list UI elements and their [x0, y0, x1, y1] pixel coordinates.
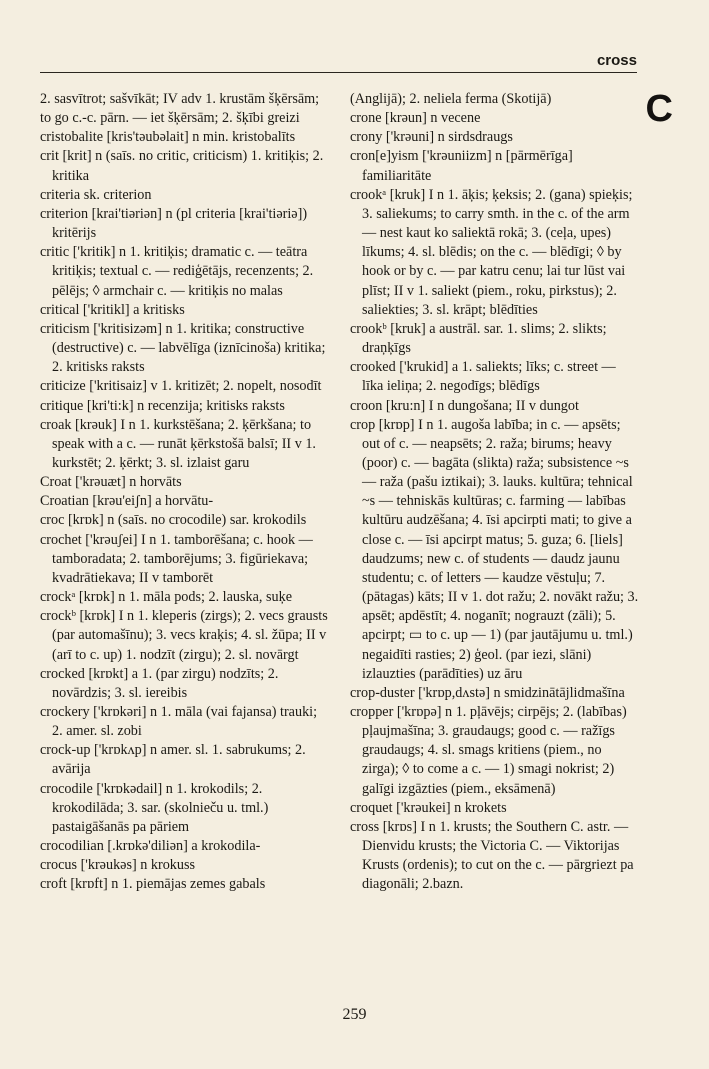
dict-entry: cropper ['krɒpə] n 1. pļāvējs; cirpējs; 2. (labības) pļaujmašīna; 3. graudaugs; good c. — ražīgs graudaugs; 4. sl. smags kritiens (piem., no zirga); ◊ to come a c. — 1) smagi nokrist; 2) galīgi izgāzties (piem., eksāmenā): [350, 704, 627, 797]
dict-entry: crit [krit] n (saīs. no critic, criticism) 1. kritiķis; 2. kritika: [40, 148, 324, 184]
dict-entry: crocodile ['krɒkədail] n 1. krokodils; 2. krokodilāda; 3. sar. (skolnieču u. tml.) pastaigāšanās pa pāriem: [40, 780, 269, 835]
dict-entry: criterion [krai'tiəriən] n (pl criteria [krai'tiəriə]) kritērijs: [40, 205, 308, 242]
dict-entry: croak [krəuk] I n 1. kurkstēšana; 2. ķērkšana; to speak with a c. — runāt ķērkstošā balsī; II v 1. kurkstēt; 2. ķērkt; 3. sl. izlaist garu: [40, 416, 316, 471]
dict-entry: crocus ['krəukəs] n krokuss: [40, 857, 196, 874]
dict-entry: crop-duster ['krɒp,dʌstə] n smidzinātājlidmašīna: [350, 684, 625, 701]
dict-entry: crochet ['krəuʃei] I n 1. tamborēšana; c. hook — tamboradata; 2. tamborējums; 3. figūriekava; kvadrātiekava; II v tamborēt: [40, 531, 313, 586]
dict-entry: cristobalite [kris'təubəlait] n min. kristobalīts: [40, 129, 296, 146]
dict-entry: Croatian [krəu'eiʃn] a horvātu-: [40, 493, 214, 510]
dict-entry: critique [kri'ti:k] n recenzija; kritisks raksts: [40, 397, 285, 414]
dict-entry: croon [kru:n] I n dungošana; II v dungot: [350, 397, 579, 414]
dict-entry: crookᵃ [kruk] I n 1. āķis; ķeksis; 2. (gana) spieķis; 3. saliekums; to carry smth. in the c. of the arm — nest kaut ko saliektā rokā; 3. (ceļa, upes) līkums; 4. sl. blēdis; on the c. — blēdīgi; ◊ by hook or by c. — par katru cenu; lai tur lūst vai plīst; II v 1. saliekt (piem., roku, pirkstus); 2. saliekties; 3. sl. krāpt; blēdīties: [350, 186, 633, 318]
header-rule: [40, 72, 637, 73]
dict-entry: crockᵇ [krɒk] I n 1. kleperis (zirgs); 2. vecs grausts (par automašīnu); 3. vecs kraķis; 4. sl. žūpa; II v (arī to c. up) 1. nodzīt (zirgu); 2. sl. novārgt: [40, 608, 328, 663]
dict-entry: critical ['kritikl] a kritisks: [40, 301, 185, 318]
dict-entry: crock-up ['krɒkʌp] n amer. sl. 1. sabrukums; 2. avārija: [40, 742, 306, 778]
dict-entry: crop [krɒp] I n 1. augoša labība; in c. — apsēts; out of c. — neapsēts; 2. raža; birums; heavy (poor) c. — bagāta (slikta) raža; subsistence ~s — raža (pašu iztikai); 3. lauks. kultūra; tehnical ~s — tehniskās kultūras; c. farming — labības kultūru audzēšana; 4. īsi apcirpti mati; to give a close c. — īsi apcirpt matus; 5. guza; 6. [liels] daudzums; new c. of students — daudz jaunu studentu; c. of letters — kaudze vēstuļu; 7. (pātagas) kāts; II v 1. dot ražu; 2. novākt ražu; 3. apsēt; apdēstīt; 4. noganīt; nograuzt (zāli); 5. apcirpt; ▭ to c. up — 1) (par jautājumu u. tml.) negaidīti rasties; 2) ģeol. (par iezi, slāni) izlauzties (parādīties) uz āru: [350, 416, 639, 682]
left-column: [40, 90, 330, 895]
dict-entry: crooked ['krukid] a 1. saliekts; līks; c. street — līka ieliņa; 2. negodīgs; blēdīgs: [350, 359, 616, 395]
dict-entry: crone [krəun] n vecene: [350, 110, 481, 127]
dict-entry: criteria sk. criterion: [40, 186, 152, 203]
section-letter: C: [645, 88, 673, 130]
dict-entry: cross [krɒs] I n 1. krusts; the Southern C. astr. — Dienvidu krusts; the Victoria C. — Viktorijas Krusts (ordenis); to cut on the c. — pārgriezt pa diagonāli; 2.bazn.: [350, 818, 634, 893]
dict-entry: (Anglijā); 2. neliela ferma (Skotijā): [350, 91, 552, 107]
dict-entry: 2. sasvītrot; sašvīkāt; IV adv 1. krustām šķērsām; to go c.-c. pārn. — iet šķērsām; 2. šķībi greizi: [40, 91, 320, 127]
dict-entry: crony ['krəuni] n sirdsdraugs: [350, 129, 513, 146]
dict-entry: Croat ['krəuæt] n horvāts: [40, 474, 182, 491]
dict-entry: croc [krɒk] n (saīs. no crocodile) sar. krokodils: [40, 512, 307, 529]
dict-entry: criticism ['kritisizəm] n 1. kritika; constructive (destructive) c. — labvēlīga (iznīcinoša) kritika; 2. kritisks raksts: [40, 320, 326, 376]
dict-entry: crocked [krɒkt] a 1. (par zirgu) nodzīts; 2. novārdzis; 3. sl. iereibis: [40, 665, 279, 701]
dict-entry: crocodilian [.krɒkə'diliən] a krokodila-: [40, 838, 261, 855]
dict-entry: cron[e]yism ['krəuniizm] n [pārmērīga] familiaritāte: [350, 148, 573, 184]
dict-entry: crockery ['krɒkəri] n 1. māla (vai fajansa) trauki; 2. amer. sl. zobi: [40, 704, 318, 740]
dict-entry: croft [krɒft] n 1. piemājas zemes gabals: [40, 876, 266, 893]
right-column: [350, 90, 640, 895]
dict-entry: criticize ['kritisaiz] v 1. kritizēt; 2. nopelt, nosodīt: [40, 378, 322, 395]
dict-entry: crookᵇ [kruk] a austrāl. sar. 1. slims; 2. slikts; draņķīgs: [350, 320, 607, 357]
dict-entry: critic ['kritik] n 1. kritiķis; dramatic c. — teātra kritiķis; textual c. — rediģētājs, recenzents; 2. pēlējs; ◊ armchair c. — kritiķis no malas: [40, 244, 314, 299]
page-number: 259: [342, 1006, 367, 1023]
dict-entry: croquet ['krəukei] n krokets: [350, 799, 507, 816]
dict-entry: crockᵃ [krɒk] n 1. māla pods; 2. lauska, suķe: [40, 589, 293, 606]
running-headword: cross: [596, 52, 637, 69]
